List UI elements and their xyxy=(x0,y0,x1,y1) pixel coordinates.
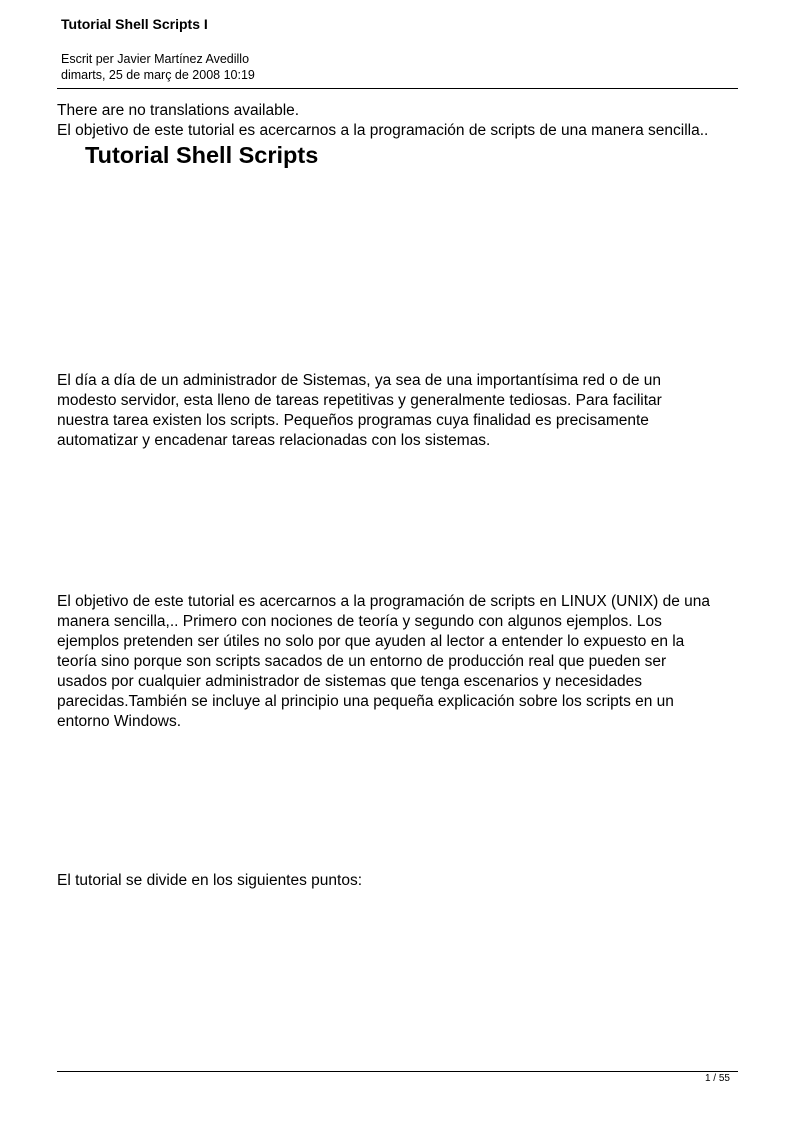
paragraph-1-line: El día a día de un administrador de Sistemas, ya sea de una importantísima red o de un xyxy=(57,372,661,389)
paragraph-1-line: automatizar y encadenar tareas relacionadas con los sistemas. xyxy=(57,432,491,449)
summary-text: El objetivo de este tutorial es acercarnos a la programación de scripts de una manera sencilla.. xyxy=(57,122,709,139)
date-line: dimarts, 25 de març de 2008 10:19 xyxy=(61,68,255,82)
no-translations-text: There are no translations available. xyxy=(57,102,300,119)
paragraph-2-line: parecidas.También se incluye al principio una pequeña explicación sobre los scripts en un xyxy=(57,693,674,710)
paragraph-2-line: manera sencilla,.. Primero con nociones de teoría y segundo con algunos ejemplos. Los xyxy=(57,613,662,630)
paragraph-1-line: nuestra tarea existen los scripts. Pequeños programas cuya finalidad es precisamente xyxy=(57,412,649,429)
paragraph-1-line: modesto servidor, esta lleno de tareas repetitivas y generalmente tediosas. Para facilitar xyxy=(57,392,662,409)
paragraph-2-line: ejemplos pretenden ser útiles no solo por que ayuden al lector a entender lo expuesto en la xyxy=(57,633,685,650)
paragraph-2-line: entorno Windows. xyxy=(57,713,182,730)
paragraph-2-line: El objetivo de este tutorial es acercarnos a la programación de scripts en LINUX (UNIX) de una xyxy=(57,593,711,610)
header-divider xyxy=(57,88,738,89)
paragraph-3: El tutorial se divide en los siguientes puntos: xyxy=(57,872,363,889)
paragraph-1 xyxy=(57,371,747,451)
author-line: Escrit per Javier Martínez Avedillo xyxy=(61,52,250,66)
paragraph-2 xyxy=(57,592,747,732)
footer-divider xyxy=(57,1071,738,1072)
document-title: Tutorial Shell Scripts I xyxy=(61,16,208,32)
paragraph-2-line: usados por cualquier administrador de sistemas que tenga escenarios y necesidades xyxy=(57,673,643,690)
page-number: 1 / 55 xyxy=(704,1073,730,1084)
paragraph-2-line: teoría sino porque son scripts sacados de un entorno de producción real que pueden ser xyxy=(57,653,667,670)
section-heading: Tutorial Shell Scripts xyxy=(85,142,319,168)
